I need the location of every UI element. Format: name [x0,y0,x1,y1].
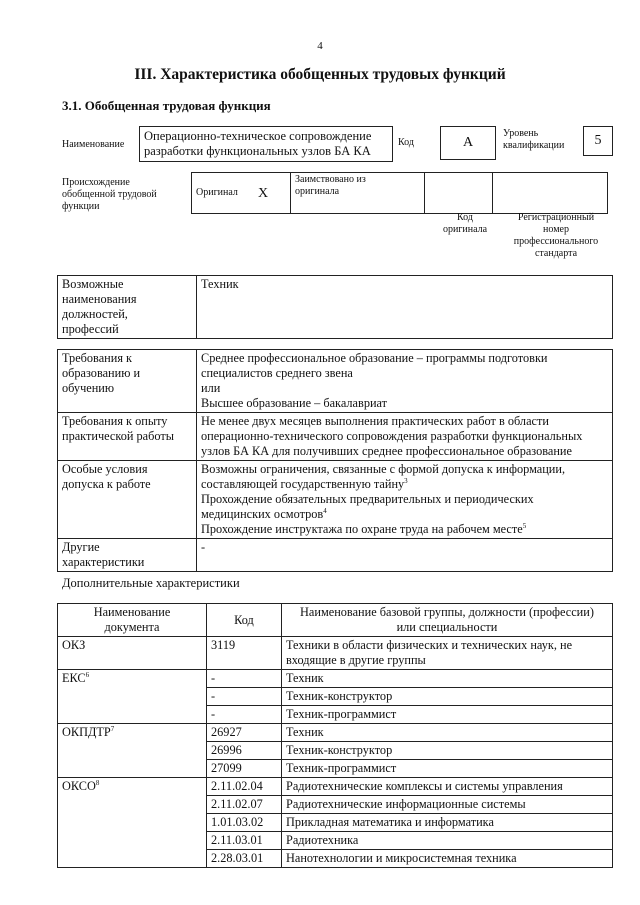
subsection-title: 3.1. Обобщенная трудовая функция [62,98,271,113]
experience-label-line1: Требования к опыту [62,414,168,428]
eks-name: Техник-конструктор [282,688,613,706]
name-label: Наименование [62,139,125,150]
eks-code: - [207,706,282,724]
okso-name: Прикладная математика и информатика [282,814,613,832]
origin-label-line3: функции [62,201,100,212]
col-code-header: Код [207,604,282,637]
level-label-line1: Уровень [503,128,539,139]
origin-label-line2: обобщенной трудовой [62,189,157,200]
special-label-line2: допуска к работе [62,477,151,491]
borrowed-line2: оригинала [295,186,340,197]
original-mark: X [254,173,291,214]
special-line5: Прохождение инструктажа по охране труда на рабочем месте [201,522,523,536]
eks-doc-text: ЕКС [62,671,86,685]
okz-code: 3119 [207,637,282,670]
okso-code: 2.11.02.04 [207,778,282,796]
other-value: - [197,539,613,572]
col-name-header-line1: Наименование базовой группы, должности (профессии) [300,605,594,619]
okz-name [282,637,613,670]
footnote-ref-6[interactable]: 6 [85,670,90,679]
eks-doc [58,670,207,724]
okso-doc [58,778,207,868]
table-row [58,670,613,688]
okso-code: 2.11.02.07 [207,796,282,814]
level-value: 5 [583,126,613,156]
okpdtr-doc-text: ОКПДТР [62,725,111,739]
positions-label-line2: наименования [62,292,137,306]
footnote-ref-4[interactable]: 4 [323,506,327,515]
origin-label [62,177,157,213]
other-label-line2: характеристики [62,555,145,569]
col-name-header [282,604,613,637]
okso-name: Радиотехнические комплексы и системы управления [282,778,613,796]
eks-name: Техник-программист [282,706,613,724]
additional-table [57,603,613,868]
okso-name: Радиотехнические информационные системы [282,796,613,814]
okso-doc-text: ОКСО [62,779,96,793]
reg-caption-line3: профессионального [513,236,599,247]
other-label-line1: Другие [62,540,100,554]
reg-number-caption [499,212,613,260]
footnote-ref-3[interactable]: 3 [404,476,408,485]
borrowed-line1: Заимствовано из [295,174,366,185]
experience-line3: узлов БА КА для получивших среднее профессиональное образование [201,444,572,458]
special-line2: составляющей государственную тайну [201,477,405,491]
origin-label-line1: Происхождение [62,177,130,188]
special-line1: Возможны ограничения, связанные с формой допуска к информации, [201,462,566,476]
education-line3: или [201,381,221,395]
okz-doc: ОКЗ [58,637,207,670]
footnote-ref-5[interactable]: 5 [522,521,527,530]
table-row [58,778,613,796]
education-label-line3: обучению [62,381,115,395]
table-row [58,637,613,670]
code-original-caption-line1: Код [457,212,473,223]
experience-label-line2: практической работы [62,429,174,443]
okz-name-line2: входящие в другие группы [286,653,426,667]
okz-name-line1: Техники в области физических и технических наук, не [286,638,573,652]
okpdtr-name: Техник [282,724,613,742]
experience-line2: операционно-технического сопровождения разработки функциональных [201,429,583,443]
original-label: Оригинал [192,173,255,214]
experience-line1: Не менее двух месяцев выполнения практических работ в области [201,414,549,428]
special-line4: медицинских осмотров [201,507,324,521]
code-label: Код [398,137,414,148]
positions-value: Техник [197,276,613,339]
special-line3: Прохождение обязательных предварительных и периодических [201,492,534,506]
code-original-caption [431,212,499,236]
original-code-cell [425,173,493,214]
eks-code: - [207,688,282,706]
col-doc-header-line2: документа [104,620,160,634]
eks-name: Техник [282,670,613,688]
reg-caption-line1: Регистрационный [517,212,595,223]
col-name-header-line2: или специальности [396,620,498,634]
function-name-line1: Операционно-техническое сопровождение [144,129,372,143]
section-title: III. Характеристика обобщенных трудовых функций [134,66,506,83]
reg-number-cell [493,173,608,214]
origin-table [191,172,608,214]
positions-label-line1: Возможные [62,277,124,291]
education-line2: специалистов среднего звена [201,366,353,380]
okso-code: 2.11.03.01 [207,832,282,850]
code-value: А [440,126,496,160]
special-conditions-value [197,461,613,539]
special-line5-wrap [201,522,608,537]
col-doc-header-line1: Наименование [93,605,171,619]
reg-caption-line2: номер [543,224,569,235]
okso-name: Нанотехнологии и микросистемная техника [282,850,613,868]
reg-caption-line4: стандарта [534,248,578,259]
education-label-line2: образованию и [62,366,141,380]
experience-label [58,413,197,461]
okpdtr-name: Техник-программист [282,760,613,778]
okpdtr-doc [58,724,207,778]
footnote-ref-7[interactable]: 7 [110,724,115,733]
level-label [503,128,564,152]
positions-label-line3: должностей, [62,307,128,321]
education-line1: Среднее профессиональное образование – программы подготовки [201,351,548,365]
special-line4-wrap [201,507,608,522]
function-name-box [139,126,393,162]
level-label-line2: квалификации [503,140,565,151]
borrowed-label [291,173,425,214]
okso-name: Радиотехника [282,832,613,850]
okpdtr-code: 27099 [207,760,282,778]
okso-code: 2.28.03.01 [207,850,282,868]
special-label-line1: Особые условия [62,462,148,476]
positions-table [57,275,613,339]
col-doc-header [58,604,207,637]
special-line2-wrap [201,477,608,492]
positions-label [58,276,197,339]
education-line4: Высшее образование – бакалавриат [201,396,388,410]
positions-label-line4: профессий [62,322,119,336]
education-label [58,350,197,413]
okpdtr-code: 26996 [207,742,282,760]
code-original-caption-line2: оригинала [442,224,488,235]
okpdtr-code: 26927 [207,724,282,742]
requirements-table [57,349,613,572]
education-value [197,350,613,413]
experience-value [197,413,613,461]
okso-code: 1.01.03.02 [207,814,282,832]
special-conditions-label [58,461,197,539]
page-number: 4 [317,40,323,52]
table-row [58,724,613,742]
education-label-line1: Требования к [62,351,133,365]
footnote-ref-8[interactable]: 8 [95,778,100,787]
function-name-line2: разработки функциональных узлов БА КА [144,144,371,158]
okpdtr-name: Техник-конструктор [282,742,613,760]
other-label [58,539,197,572]
additional-title: Дополнительные характеристики [62,576,240,590]
eks-code: - [207,670,282,688]
